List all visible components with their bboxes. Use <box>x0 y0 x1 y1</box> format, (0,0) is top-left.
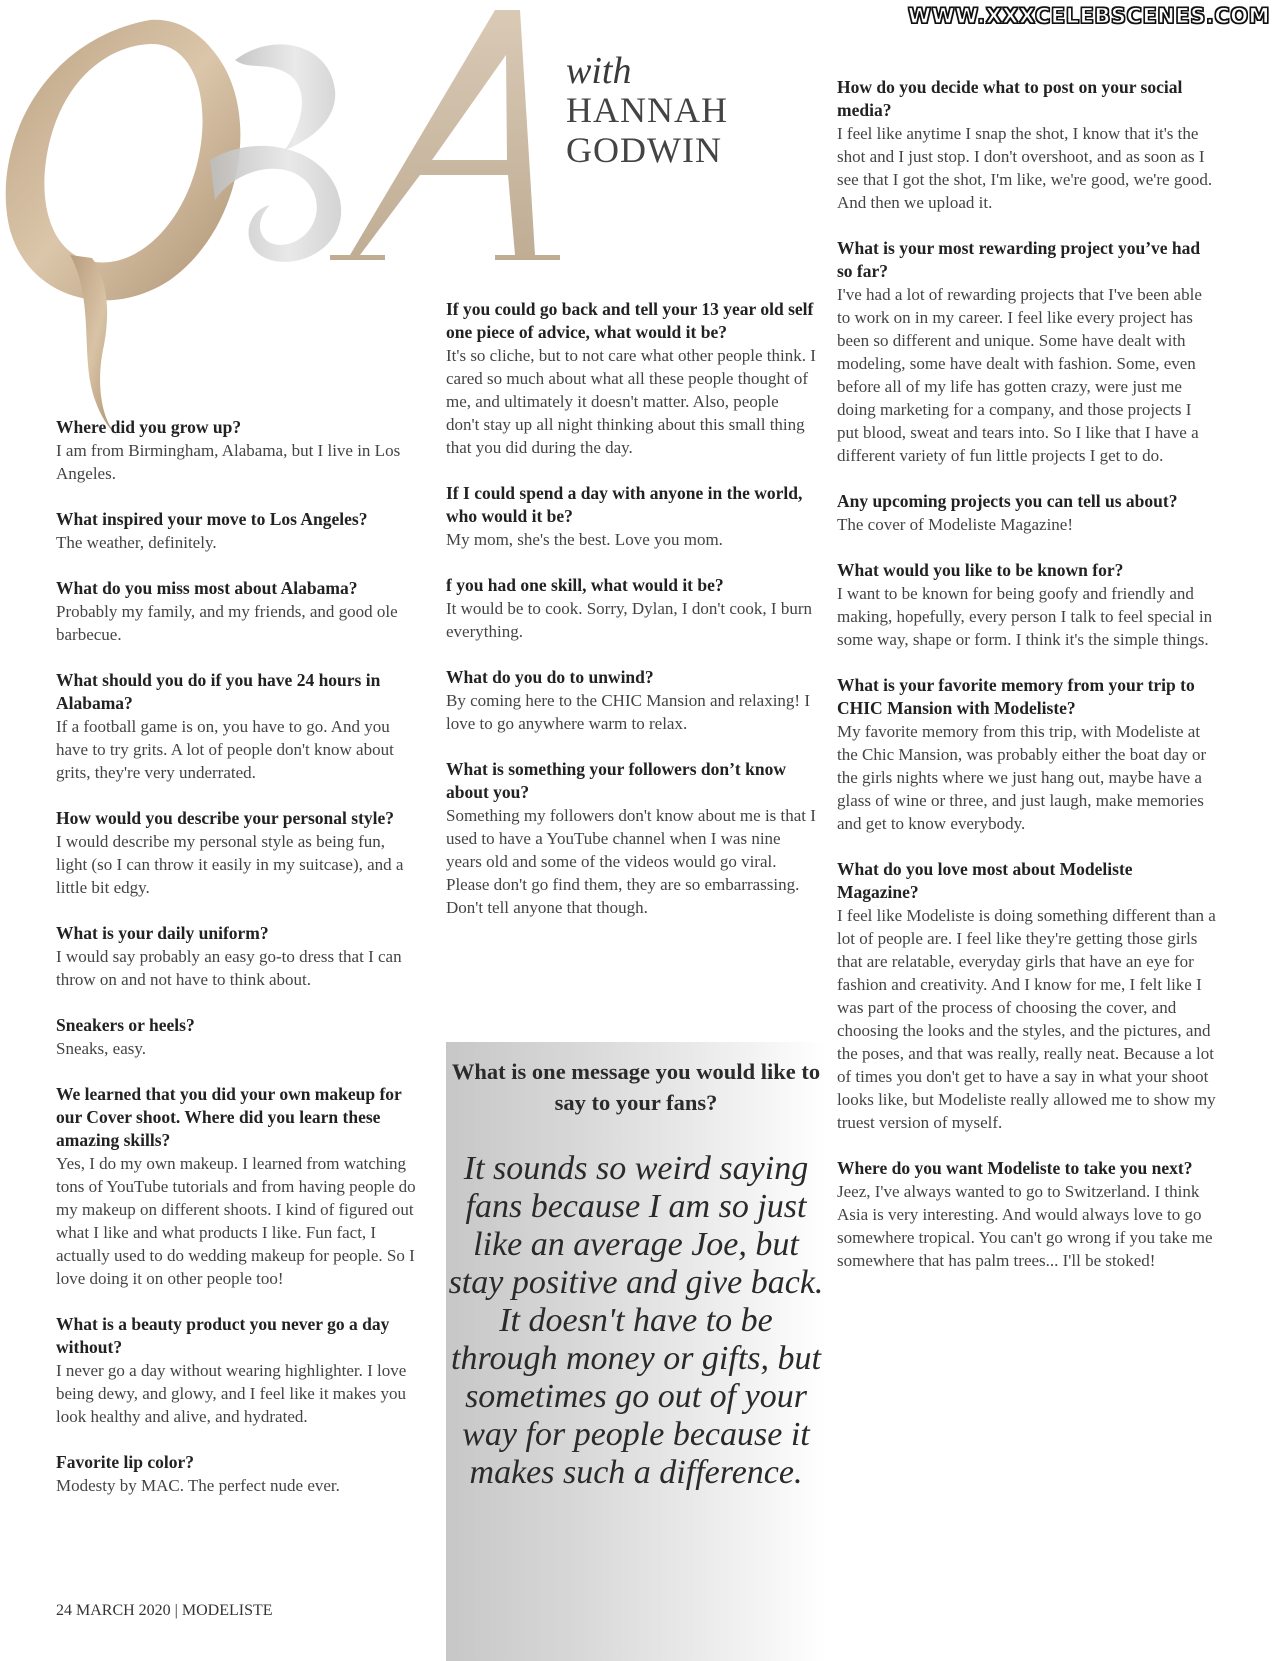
qa-item <box>56 577 416 646</box>
question: What would you like to be known for? <box>837 560 1124 580</box>
qa-item <box>56 508 416 554</box>
question: Where do you want Modeliste to take you next? <box>837 1158 1193 1178</box>
answer: Something my followers don't know about me is that I used to have a YouTube channel when I was nine years old and some of the videos would go viral. Please don't go find them, they are so embarrassing. Don't tell anyone that though. <box>446 806 816 917</box>
article-title <box>566 52 728 170</box>
answer: Yes, I do my own makeup. I learned from watching tons of YouTube tutorials and from having people do my makeup on different shoots. I kind of figured out what I like and what products I like. Fun fact, I actually used to do wedding makeup for people. So I love doing it on other people too! <box>56 1154 416 1288</box>
question: What is your favorite memory from your trip to CHIC Mansion with Modeliste? <box>837 675 1195 718</box>
question: What is your most rewarding project you’ve had so far? <box>837 238 1201 281</box>
qa-item <box>446 666 816 735</box>
answer: The cover of Modeliste Magazine! <box>837 515 1074 534</box>
title-first-name: HANNAH <box>566 90 728 130</box>
qa-item <box>837 858 1217 1134</box>
question: What do you love most about Modeliste Magazine? <box>837 859 1133 902</box>
watermark: WWW.XXXCELEBSCENES.COM <box>907 4 1270 28</box>
qa-item <box>837 237 1217 467</box>
question: Favorite lip color? <box>56 1452 195 1472</box>
qa-item <box>446 482 816 551</box>
answer: Sneaks, easy. <box>56 1039 147 1058</box>
qa-item <box>446 298 816 459</box>
pull-quote-answer: It sounds so weird saying fans because I am so just like an average Joe, but stay positive and give back. It doesn't have to be through money or gifts, but sometimes go out of your way for people because it makes such a difference. <box>448 1150 824 1491</box>
answer: It would be to cook. Sorry, Dylan, I don't cook, I burn everything. <box>446 599 812 641</box>
middle-column <box>446 298 816 942</box>
qa-item <box>837 674 1217 835</box>
qa-item <box>56 669 416 784</box>
pull-quote-box <box>446 1042 826 1661</box>
answer: My mom, she's the best. Love you mom. <box>446 530 723 549</box>
left-column <box>56 416 416 1520</box>
question: Any upcoming projects you can tell us about? <box>837 491 1178 511</box>
qa-item <box>837 559 1217 651</box>
question: What do you miss most about Alabama? <box>56 578 358 598</box>
answer: I've had a lot of rewarding projects that I've been able to work on in my career. I feel like every project has been so different and unique. Some have dealt with modeling, some have dealt with fashion. Some, even before all of my life has gotten crazy, were just me doing marketing for a company, and those projects I put blood, sweat and tears into. So I like that I have a different variety of fun little projects I get to do. <box>837 285 1202 465</box>
qa-item <box>56 1014 416 1060</box>
question: What is your daily uniform? <box>56 923 269 943</box>
question: Where did you grow up? <box>56 417 242 437</box>
question: What do you do to unwind? <box>446 667 654 687</box>
qa-item <box>837 76 1217 214</box>
question: What is a beauty product you never go a day without? <box>56 1314 390 1357</box>
answer: I would say probably an easy go-to dress that I can throw on and not have to think about. <box>56 947 402 989</box>
question: What inspired your move to Los Angeles? <box>56 509 368 529</box>
qa-item <box>837 1157 1217 1272</box>
question: If you could go back and tell your 13 year old self one piece of advice, what would it be? <box>446 299 814 342</box>
qa-item <box>56 416 416 485</box>
question: How do you decide what to post on your social media? <box>837 77 1183 120</box>
qa-item <box>56 807 416 899</box>
title-last-name: GODWIN <box>566 130 722 170</box>
answer: I would describe my personal style as being fun, light (so I can throw it easily in my suitcase), and a little bit edgy. <box>56 832 404 897</box>
answer: It's so cliche, but to not care what other people think. I cared so much about what all these people thought of me, and ultimately it doesn't matter. Also, people don't stay up all night thinking about this small thing that you did during the day. <box>446 346 816 457</box>
question: What is something your followers don’t know about you? <box>446 759 786 802</box>
question: What should you do if you have 24 hours in Alabama? <box>56 670 381 713</box>
qa-item <box>446 758 816 919</box>
title-with: with <box>566 50 632 92</box>
question: We learned that you did your own makeup for our Cover shoot. Where did you learn these amazing skills? <box>56 1084 402 1150</box>
answer: Jeez, I've always wanted to go to Switzerland. I think Asia is very interesting. And would always love to go somewhere tropical. You can't go wrong if you take me somewhere that has palm trees... I'll be stoked! <box>837 1182 1213 1270</box>
answer: If a football game is on, you have to go. And you have to try grits. A lot of people don't know about grits, they're very underrated. <box>56 717 394 782</box>
answer: I never go a day without wearing highlighter. I love being dewy, and glowy, and I feel like it makes you look healthy and alive, and hydrated. <box>56 1361 407 1426</box>
question: If I could spend a day with anyone in the world, who would it be? <box>446 483 803 526</box>
question: Sneakers or heels? <box>56 1015 195 1035</box>
question: How would you describe your personal style? <box>56 808 395 828</box>
answer: My favorite memory from this trip, with Modeliste at the Chic Mansion, was probably either the boat day or the girls nights where we just hang out, maybe have a glass of wine or three, and just laugh, make memories and get to know everybody. <box>837 722 1207 833</box>
question: f you had one skill, what would it be? <box>446 575 724 595</box>
answer: I feel like Modeliste is doing something different than a lot of people are. I feel like they're getting those girls that are relatable, everyday girls that have an eye for fashion and creativity. And I know for me, I felt like I was part of the process of choosing the cover, and choosing the looks and the styles, and the pictures, and the poses, and that was really, really neat. Because a lot of times you don't get to have a say in what your shoot looks like, but Modeliste really allowed me to show my truest version of myself. <box>837 906 1216 1132</box>
qa-item <box>446 574 816 643</box>
answer: Modesty by MAC. The perfect nude ever. <box>56 1476 340 1495</box>
answer: I feel like anytime I snap the shot, I know that it's the shot and I just stop. I don't overshoot, and as soon as I see that I got the shot, I'm like, we're good, we're good. And then we upload it. <box>837 124 1213 212</box>
right-column <box>837 76 1217 1295</box>
pull-quote-question: What is one message you would like to say to your fans? <box>451 1059 821 1115</box>
answer: Probably my family, and my friends, and good ole barbecue. <box>56 602 398 644</box>
page-footer: 24 MARCH 2020 | MODELISTE <box>56 1602 273 1619</box>
qa-item <box>56 1083 416 1290</box>
answer: I want to be known for being goofy and friendly and making, hopefully, every person I talk to feel special in some way, shape or form. I think it's the simple things. <box>837 584 1213 649</box>
qa-item <box>837 490 1217 536</box>
qa-item <box>56 1451 416 1497</box>
answer: By coming here to the CHIC Mansion and relaxing! I love to go anywhere warm to relax. <box>446 691 811 733</box>
qa-item <box>56 1313 416 1428</box>
answer: The weather, definitely. <box>56 533 217 552</box>
answer: I am from Birmingham, Alabama, but I live in Los Angeles. <box>56 441 401 483</box>
qa-item <box>56 922 416 991</box>
